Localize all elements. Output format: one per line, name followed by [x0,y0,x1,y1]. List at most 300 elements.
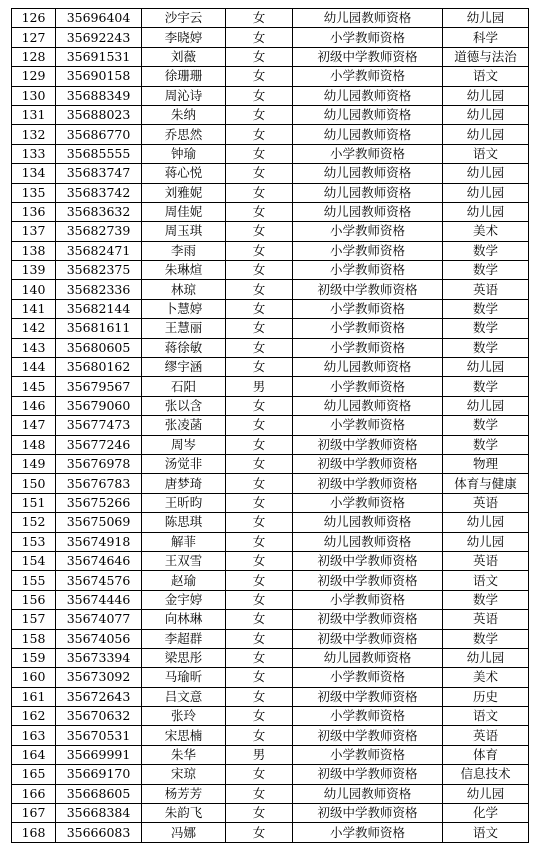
certificate-type-cell: 初级中学教师资格 [293,765,443,784]
name-cell: 张凌菡 [142,416,226,435]
exam-id-cell: 35680162 [56,358,142,377]
gender-cell: 女 [226,610,293,629]
name-cell: 李雨 [142,241,226,260]
certificate-type-cell: 小学教师资格 [293,319,443,338]
exam-id-cell: 35674576 [56,571,142,590]
exam-id-cell: 35668605 [56,784,142,803]
table-row [12,183,529,202]
serial-number-cell: 167 [12,804,56,823]
table-row [12,726,529,745]
certificate-type-cell: 初级中学教师资格 [293,474,443,493]
table-row [12,513,529,532]
certificate-type-cell: 幼儿园教师资格 [293,125,443,144]
subject-cell: 幼儿园 [443,9,529,28]
gender-cell: 女 [226,67,293,86]
serial-number-cell: 126 [12,9,56,28]
exam-id-cell: 35670531 [56,726,142,745]
table-row [12,47,529,66]
exam-id-cell: 35675069 [56,513,142,532]
subject-cell: 幼儿园 [443,183,529,202]
table-row [12,416,529,435]
gender-cell: 女 [226,241,293,260]
subject-cell: 语文 [443,571,529,590]
gender-cell: 女 [226,648,293,667]
exam-id-cell: 35692243 [56,28,142,47]
gender-cell: 女 [226,435,293,454]
table-row [12,668,529,687]
certificate-type-cell: 初级中学教师资格 [293,629,443,648]
exam-id-cell: 35674077 [56,610,142,629]
table-row [12,144,529,163]
certificate-type-cell: 初级中学教师资格 [293,804,443,823]
table-row [12,571,529,590]
certificate-type-cell: 幼儿园教师资格 [293,532,443,551]
table-row [12,299,529,318]
subject-cell: 数学 [443,261,529,280]
certificate-type-cell: 初级中学教师资格 [293,47,443,66]
name-cell: 钟瑜 [142,144,226,163]
exam-id-cell: 35676978 [56,454,142,473]
certificate-type-cell: 幼儿园教师资格 [293,358,443,377]
table-row [12,396,529,415]
name-cell: 周沁诗 [142,86,226,105]
subject-cell: 语文 [443,823,529,842]
certificate-type-cell: 幼儿园教师资格 [293,513,443,532]
subject-cell: 语文 [443,707,529,726]
gender-cell: 女 [226,28,293,47]
serial-number-cell: 158 [12,629,56,648]
certificate-type-cell: 初级中学教师资格 [293,687,443,706]
serial-number-cell: 146 [12,396,56,415]
serial-number-cell: 159 [12,648,56,667]
serial-number-cell: 133 [12,144,56,163]
subject-cell: 幼儿园 [443,396,529,415]
serial-number-cell: 139 [12,261,56,280]
name-cell: 卜慧婷 [142,299,226,318]
gender-cell: 男 [226,745,293,764]
name-cell: 吕文意 [142,687,226,706]
gender-cell: 男 [226,377,293,396]
name-cell: 冯娜 [142,823,226,842]
name-cell: 赵瑜 [142,571,226,590]
roster-body [12,9,529,843]
serial-number-cell: 165 [12,765,56,784]
name-cell: 朱华 [142,745,226,764]
serial-number-cell: 145 [12,377,56,396]
gender-cell: 女 [226,47,293,66]
exam-id-cell: 35683742 [56,183,142,202]
gender-cell: 女 [226,823,293,842]
subject-cell: 幼儿园 [443,784,529,803]
certificate-type-cell: 小学教师资格 [293,338,443,357]
table-row [12,687,529,706]
table-row [12,280,529,299]
gender-cell: 女 [226,144,293,163]
gender-cell: 女 [226,726,293,745]
exam-id-cell: 35669991 [56,745,142,764]
name-cell: 李超群 [142,629,226,648]
gender-cell: 女 [226,590,293,609]
certificate-type-cell: 小学教师资格 [293,299,443,318]
certificate-type-cell: 小学教师资格 [293,707,443,726]
serial-number-cell: 154 [12,551,56,570]
exam-id-cell: 35690158 [56,67,142,86]
name-cell: 周玉琪 [142,222,226,241]
gender-cell: 女 [226,416,293,435]
name-cell: 唐梦琦 [142,474,226,493]
table-row [12,105,529,124]
serial-number-cell: 153 [12,532,56,551]
exam-id-cell: 35682144 [56,299,142,318]
name-cell: 朱韵飞 [142,804,226,823]
table-row [12,610,529,629]
gender-cell: 女 [226,261,293,280]
name-cell: 张以含 [142,396,226,415]
exam-id-cell: 35668384 [56,804,142,823]
serial-number-cell: 132 [12,125,56,144]
subject-cell: 化学 [443,804,529,823]
table-row [12,590,529,609]
subject-cell: 体育与健康 [443,474,529,493]
table-row [12,474,529,493]
name-cell: 杨芳芳 [142,784,226,803]
subject-cell: 数学 [443,416,529,435]
name-cell: 金宇婷 [142,590,226,609]
name-cell: 王双雪 [142,551,226,570]
subject-cell: 信息技术 [443,765,529,784]
subject-cell: 数学 [443,590,529,609]
certificate-type-cell: 小学教师资格 [293,416,443,435]
exam-id-cell: 35674646 [56,551,142,570]
serial-number-cell: 163 [12,726,56,745]
name-cell: 解菲 [142,532,226,551]
name-cell: 宋思楠 [142,726,226,745]
subject-cell: 幼儿园 [443,202,529,221]
certificate-type-cell: 幼儿园教师资格 [293,164,443,183]
name-cell: 马瑜昕 [142,668,226,687]
certificate-type-cell: 初级中学教师资格 [293,571,443,590]
subject-cell: 道德与法治 [443,47,529,66]
exam-id-cell: 35677246 [56,435,142,454]
name-cell: 刘薇 [142,47,226,66]
serial-number-cell: 160 [12,668,56,687]
exam-id-cell: 35679060 [56,396,142,415]
certificate-type-cell: 幼儿园教师资格 [293,396,443,415]
subject-cell: 数学 [443,299,529,318]
table-row [12,765,529,784]
certificate-type-cell: 小学教师资格 [293,261,443,280]
gender-cell: 女 [226,164,293,183]
serial-number-cell: 151 [12,493,56,512]
exam-id-cell: 35675266 [56,493,142,512]
serial-number-cell: 128 [12,47,56,66]
subject-cell: 科学 [443,28,529,47]
name-cell: 周佳妮 [142,202,226,221]
table-row [12,28,529,47]
gender-cell: 女 [226,9,293,28]
gender-cell: 女 [226,513,293,532]
serial-number-cell: 130 [12,86,56,105]
certificate-type-cell: 幼儿园教师资格 [293,183,443,202]
name-cell: 缪宇涵 [142,358,226,377]
serial-number-cell: 164 [12,745,56,764]
exam-id-cell: 35674918 [56,532,142,551]
subject-cell: 数学 [443,241,529,260]
table-row [12,784,529,803]
name-cell: 刘雅妮 [142,183,226,202]
exam-id-cell: 35682336 [56,280,142,299]
certificate-type-cell: 幼儿园教师资格 [293,784,443,803]
name-cell: 汤觉非 [142,454,226,473]
name-cell: 宋琼 [142,765,226,784]
gender-cell: 女 [226,687,293,706]
certificate-type-cell: 小学教师资格 [293,241,443,260]
serial-number-cell: 168 [12,823,56,842]
certificate-type-cell: 幼儿园教师资格 [293,86,443,105]
table-row [12,319,529,338]
table-row [12,338,529,357]
table-row [12,648,529,667]
exam-id-cell: 35685555 [56,144,142,163]
subject-cell: 美术 [443,222,529,241]
name-cell: 蒋心悦 [142,164,226,183]
name-cell: 陈思琪 [142,513,226,532]
table-row [12,823,529,842]
exam-id-cell: 35682471 [56,241,142,260]
serial-number-cell: 149 [12,454,56,473]
certificate-type-cell: 幼儿园教师资格 [293,105,443,124]
subject-cell: 英语 [443,493,529,512]
name-cell: 周岑 [142,435,226,454]
exam-id-cell: 35673092 [56,668,142,687]
certificate-type-cell: 初级中学教师资格 [293,726,443,745]
name-cell: 石阳 [142,377,226,396]
gender-cell: 女 [226,105,293,124]
subject-cell: 幼儿园 [443,358,529,377]
serial-number-cell: 127 [12,28,56,47]
gender-cell: 女 [226,299,293,318]
certificate-type-cell: 幼儿园教师资格 [293,202,443,221]
gender-cell: 女 [226,571,293,590]
serial-number-cell: 152 [12,513,56,532]
exam-id-cell: 35673394 [56,648,142,667]
subject-cell: 语文 [443,67,529,86]
exam-id-cell: 35674056 [56,629,142,648]
name-cell: 朱纳 [142,105,226,124]
exam-id-cell: 35682739 [56,222,142,241]
gender-cell: 女 [226,784,293,803]
table-row [12,551,529,570]
serial-number-cell: 142 [12,319,56,338]
gender-cell: 女 [226,183,293,202]
subject-cell: 数学 [443,629,529,648]
subject-cell: 幼儿园 [443,125,529,144]
subject-cell: 语文 [443,144,529,163]
serial-number-cell: 143 [12,338,56,357]
exam-id-cell: 35683632 [56,202,142,221]
gender-cell: 女 [226,668,293,687]
table-row [12,86,529,105]
gender-cell: 女 [226,125,293,144]
serial-number-cell: 138 [12,241,56,260]
serial-number-cell: 156 [12,590,56,609]
gender-cell: 女 [226,319,293,338]
subject-cell: 幼儿园 [443,164,529,183]
gender-cell: 女 [226,765,293,784]
exam-id-cell: 35679567 [56,377,142,396]
serial-number-cell: 137 [12,222,56,241]
exam-id-cell: 35682375 [56,261,142,280]
subject-cell: 英语 [443,610,529,629]
exam-id-cell: 35669170 [56,765,142,784]
table-row [12,532,529,551]
certificate-type-cell: 初级中学教师资格 [293,435,443,454]
table-row [12,435,529,454]
gender-cell: 女 [226,222,293,241]
table-row [12,164,529,183]
name-cell: 张玲 [142,707,226,726]
subject-cell: 数学 [443,435,529,454]
table-row [12,707,529,726]
table-row [12,745,529,764]
table-row [12,804,529,823]
certificate-type-cell: 幼儿园教师资格 [293,9,443,28]
serial-number-cell: 161 [12,687,56,706]
exam-id-cell: 35681611 [56,319,142,338]
certificate-type-cell: 小学教师资格 [293,493,443,512]
exam-id-cell: 35672643 [56,687,142,706]
serial-number-cell: 134 [12,164,56,183]
certificate-type-cell: 小学教师资格 [293,67,443,86]
gender-cell: 女 [226,454,293,473]
subject-cell: 历史 [443,687,529,706]
gender-cell: 女 [226,532,293,551]
name-cell: 王慧丽 [142,319,226,338]
serial-number-cell: 135 [12,183,56,202]
table-row [12,454,529,473]
gender-cell: 女 [226,86,293,105]
gender-cell: 女 [226,629,293,648]
subject-cell: 幼儿园 [443,105,529,124]
serial-number-cell: 166 [12,784,56,803]
roster-table [11,8,529,843]
serial-number-cell: 150 [12,474,56,493]
subject-cell: 数学 [443,319,529,338]
gender-cell: 女 [226,474,293,493]
name-cell: 朱琳煊 [142,261,226,280]
table-row [12,222,529,241]
subject-cell: 幼儿园 [443,86,529,105]
exam-id-cell: 35688349 [56,86,142,105]
name-cell: 乔思然 [142,125,226,144]
table-row [12,67,529,86]
serial-number-cell: 162 [12,707,56,726]
subject-cell: 幼儿园 [443,532,529,551]
certificate-type-cell: 初级中学教师资格 [293,551,443,570]
subject-cell: 体育 [443,745,529,764]
exam-id-cell: 35683747 [56,164,142,183]
exam-id-cell: 35674446 [56,590,142,609]
gender-cell: 女 [226,396,293,415]
serial-number-cell: 131 [12,105,56,124]
gender-cell: 女 [226,493,293,512]
table-row [12,9,529,28]
name-cell: 向林琳 [142,610,226,629]
subject-cell: 数学 [443,338,529,357]
certificate-type-cell: 幼儿园教师资格 [293,648,443,667]
name-cell: 李晓婷 [142,28,226,47]
table-row [12,241,529,260]
certificate-type-cell: 小学教师资格 [293,222,443,241]
subject-cell: 数学 [443,377,529,396]
gender-cell: 女 [226,707,293,726]
certificate-type-cell: 初级中学教师资格 [293,610,443,629]
exam-id-cell: 35676783 [56,474,142,493]
gender-cell: 女 [226,358,293,377]
gender-cell: 女 [226,551,293,570]
exam-id-cell: 35686770 [56,125,142,144]
certificate-type-cell: 小学教师资格 [293,377,443,396]
table-row [12,377,529,396]
exam-id-cell: 35670632 [56,707,142,726]
serial-number-cell: 129 [12,67,56,86]
exam-id-cell: 35666083 [56,823,142,842]
certificate-type-cell: 初级中学教师资格 [293,280,443,299]
exam-id-cell: 35688023 [56,105,142,124]
exam-id-cell: 35696404 [56,9,142,28]
subject-cell: 英语 [443,726,529,745]
certificate-type-cell: 小学教师资格 [293,28,443,47]
table-row [12,125,529,144]
gender-cell: 女 [226,280,293,299]
certificate-type-cell: 小学教师资格 [293,668,443,687]
exam-id-cell: 35691531 [56,47,142,66]
serial-number-cell: 144 [12,358,56,377]
serial-number-cell: 136 [12,202,56,221]
subject-cell: 美术 [443,668,529,687]
certificate-type-cell: 小学教师资格 [293,823,443,842]
certificate-type-cell: 初级中学教师资格 [293,454,443,473]
serial-number-cell: 155 [12,571,56,590]
name-cell: 林琼 [142,280,226,299]
table-row [12,629,529,648]
serial-number-cell: 141 [12,299,56,318]
subject-cell: 英语 [443,280,529,299]
serial-number-cell: 140 [12,280,56,299]
exam-id-cell: 35680605 [56,338,142,357]
exam-id-cell: 35677473 [56,416,142,435]
subject-cell: 幼儿园 [443,513,529,532]
table-row [12,202,529,221]
subject-cell: 幼儿园 [443,648,529,667]
table-row [12,358,529,377]
name-cell: 蒋徐敏 [142,338,226,357]
name-cell: 沙宇云 [142,9,226,28]
gender-cell: 女 [226,202,293,221]
table-row [12,493,529,512]
name-cell: 梁思彤 [142,648,226,667]
certificate-type-cell: 小学教师资格 [293,144,443,163]
subject-cell: 英语 [443,551,529,570]
serial-number-cell: 147 [12,416,56,435]
certificate-type-cell: 小学教师资格 [293,590,443,609]
name-cell: 徐珊珊 [142,67,226,86]
gender-cell: 女 [226,338,293,357]
certificate-type-cell: 小学教师资格 [293,745,443,764]
gender-cell: 女 [226,804,293,823]
table-row [12,261,529,280]
serial-number-cell: 148 [12,435,56,454]
